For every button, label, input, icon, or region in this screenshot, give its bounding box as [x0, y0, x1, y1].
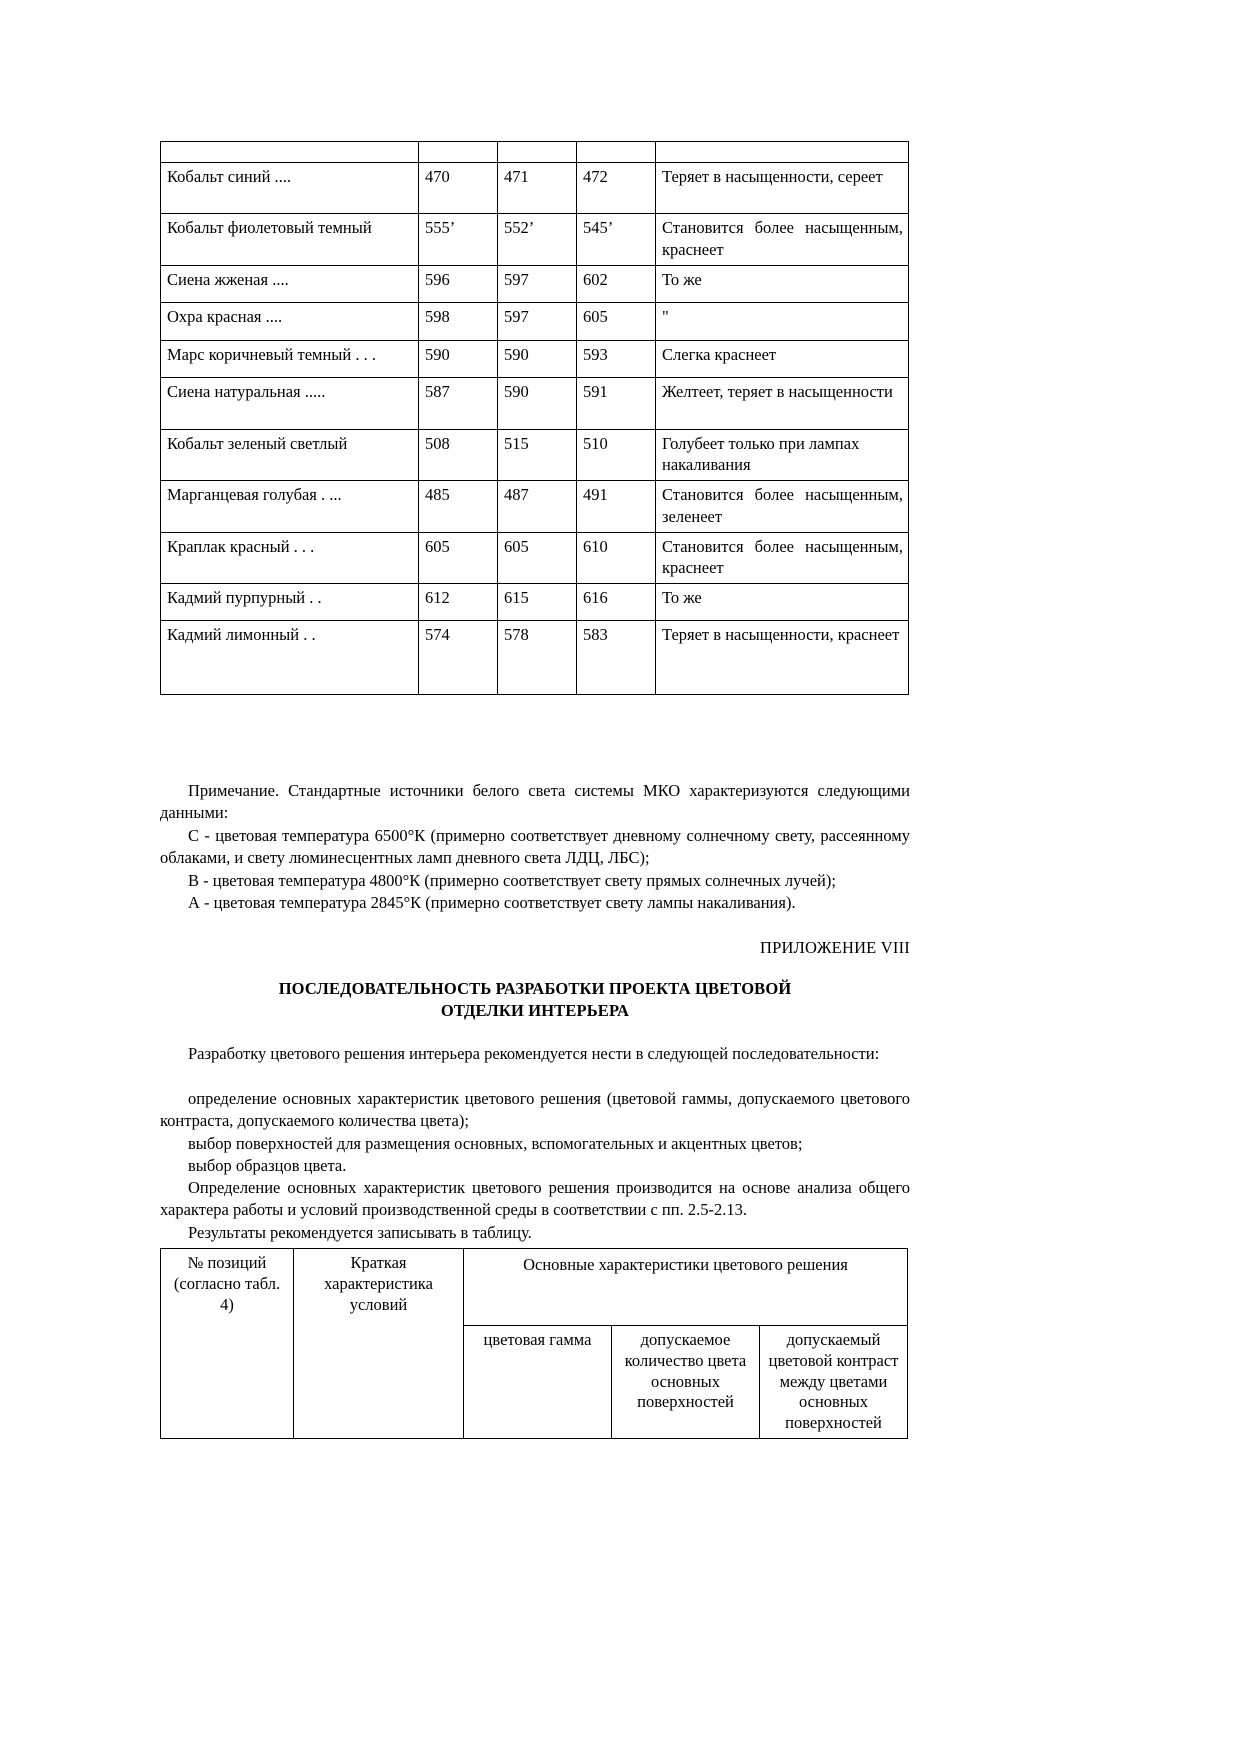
body-paragraph-3	[160, 1133, 910, 1155]
cell-a: 491	[577, 481, 656, 532]
cell-c: 590	[419, 340, 498, 377]
appendix-title	[160, 978, 910, 1022]
cell-a: 593	[577, 340, 656, 377]
cell-c: 470	[419, 163, 498, 214]
cell-a: 510	[577, 429, 656, 480]
cell-change: То же	[656, 583, 909, 620]
subheader-color-gamut: цветовая гамма	[464, 1326, 612, 1439]
table-row	[161, 621, 909, 694]
spacer-cell-c	[419, 142, 498, 163]
body-paragraph-4-text: выбор образцов цвета.	[188, 1156, 347, 1175]
table-row	[161, 214, 909, 265]
body-paragraph-3-text: выбор поверхностей для размещения основных, вспомогательных и акцентных цветов;	[188, 1134, 803, 1153]
header-brief-characteristics: Краткая характеристика условий	[294, 1249, 464, 1439]
note-source-a-text: А - цветовая температура 2845°К (примерно соответствует свету лампы накаливания).	[188, 893, 796, 912]
table-row	[161, 429, 909, 480]
cell-pigment: Марс коричневый темный . . .	[161, 340, 419, 377]
cell-pigment: Кобальт зеленый светлый	[161, 429, 419, 480]
body-paragraph-2	[160, 1088, 910, 1132]
cell-pigment: Краплак красный . . .	[161, 532, 419, 583]
cell-a: 616	[577, 583, 656, 620]
cell-b: 487	[498, 481, 577, 532]
cell-change: То же	[656, 265, 909, 302]
cell-c: 598	[419, 303, 498, 340]
note-lead-paragraph	[160, 780, 910, 824]
body-paragraph-6-text: Результаты рекомендуется записывать в таблицу.	[188, 1223, 532, 1242]
note-source-b-paragraph	[160, 870, 910, 892]
cell-pigment: Сиена жженая ....	[161, 265, 419, 302]
spacer-cell-a	[577, 142, 656, 163]
cell-c: 555’	[419, 214, 498, 265]
cell-c: 574	[419, 621, 498, 694]
cell-change: Теряет в насыщенности, краснеет	[656, 621, 909, 694]
body-paragraph-1	[160, 1043, 910, 1065]
cell-pigment: Кадмий лимонный . .	[161, 621, 419, 694]
table-header-spacer-row	[161, 142, 909, 163]
cell-c: 596	[419, 265, 498, 302]
note-source-a-paragraph	[160, 892, 910, 914]
table-row	[161, 481, 909, 532]
table-row	[161, 303, 909, 340]
cell-c: 612	[419, 583, 498, 620]
cell-pigment: Марганцевая голубая . ...	[161, 481, 419, 532]
cell-change: "	[656, 303, 909, 340]
cell-c: 587	[419, 378, 498, 429]
cell-pigment: Охра красная ....	[161, 303, 419, 340]
cell-b: 552’	[498, 214, 577, 265]
body-paragraph-6	[160, 1222, 910, 1244]
cell-a: 610	[577, 532, 656, 583]
spacer-cell-b	[498, 142, 577, 163]
cell-change: Голубеет только при лампах накаливания	[656, 429, 909, 480]
body-paragraph-5	[160, 1177, 910, 1221]
note-source-c-text: С - цветовая температура 6500°К (примерно соответствует дневному солнечному свету, рассеянному облаками, и свету люминесцентных ламп дневного света ЛДЦ, ЛБС);	[160, 826, 910, 868]
cell-pigment: Сиена натуральная .....	[161, 378, 419, 429]
spacer-cell-change	[656, 142, 909, 163]
cell-change: Слегка краснеет	[656, 340, 909, 377]
cell-c: 508	[419, 429, 498, 480]
cell-a: 545’	[577, 214, 656, 265]
cell-a: 602	[577, 265, 656, 302]
header-main-characteristics: Основные характеристики цветового решения	[464, 1249, 908, 1326]
table-row	[161, 163, 909, 214]
color-scheme-results-table	[160, 1248, 908, 1439]
cell-b: 615	[498, 583, 577, 620]
cell-b: 578	[498, 621, 577, 694]
cell-pigment: Кобальт синий ....	[161, 163, 419, 214]
subheader-allowed-color-quantity: допускаемое количество цвета основных поверхностей	[612, 1326, 760, 1439]
cell-b: 471	[498, 163, 577, 214]
cell-c: 485	[419, 481, 498, 532]
cell-change: Становится более насыщенным, краснеет	[656, 214, 909, 265]
body-paragraph-5-text: Определение основных характеристик цветового решения производится на основе анализа общего характера работы и условий производственной среды в соответствии с пп. 2.5-2.13.	[160, 1178, 910, 1220]
body-paragraph-4	[160, 1155, 910, 1177]
cell-b: 590	[498, 378, 577, 429]
note-source-b-text: В - цветовая температура 4800°К (примерно соответствует свету прямых солнечных лучей);	[188, 871, 836, 890]
note-source-c-paragraph	[160, 825, 910, 869]
cell-change: Становится более насыщенным, зеленеет	[656, 481, 909, 532]
pigment-wavelength-table	[160, 141, 909, 695]
table-row	[161, 340, 909, 377]
header-positions: № позиций (согласно табл. 4)	[161, 1249, 294, 1439]
cell-a: 591	[577, 378, 656, 429]
appendix-title-line-1: ПОСЛЕДОВАТЕЛЬНОСТЬ РАЗРАБОТКИ ПРОЕКТА ЦВЕТОВОЙ	[278, 979, 792, 998]
cell-change: Желтеет, теряет в насыщенности	[656, 378, 909, 429]
cell-b: 590	[498, 340, 577, 377]
cell-change: Становится более насыщенным, краснеет	[656, 532, 909, 583]
subheader-allowed-color-contrast: допускаемый цветовой контраст между цветами основных поверхностей	[760, 1326, 908, 1439]
cell-pigment: Кобальт фиолетовый темный	[161, 214, 419, 265]
table-row	[161, 378, 909, 429]
appendix-label: ПРИЛОЖЕНИЕ VIII	[759, 938, 910, 957]
table-row	[161, 583, 909, 620]
cell-a: 605	[577, 303, 656, 340]
spacer-cell-pigment	[161, 142, 419, 163]
appendix-title-line-2: ОТДЕЛКИ ИНТЕРЬЕРА	[440, 1000, 630, 1020]
body-paragraph-1-text: Разработку цветового решения интерьера рекомендуется нести в следующей последовательности:	[188, 1044, 880, 1063]
results-header-row	[161, 1249, 908, 1326]
cell-change: Теряет в насыщенности, сереет	[656, 163, 909, 214]
table-row	[161, 532, 909, 583]
cell-a: 583	[577, 621, 656, 694]
cell-a: 472	[577, 163, 656, 214]
cell-b: 597	[498, 265, 577, 302]
note-lead-text: Примечание. Стандартные источники белого света системы МКО характеризуются следующими данными:	[160, 781, 910, 823]
body-paragraph-2-text: определение основных характеристик цветового решения (цветовой гаммы, допускаемого цветового контраста, допускаемого количества цвета);	[160, 1089, 910, 1131]
table-row	[161, 265, 909, 302]
cell-b: 597	[498, 303, 577, 340]
cell-b: 605	[498, 532, 577, 583]
cell-c: 605	[419, 532, 498, 583]
cell-b: 515	[498, 429, 577, 480]
cell-pigment: Кадмий пурпурный . .	[161, 583, 419, 620]
